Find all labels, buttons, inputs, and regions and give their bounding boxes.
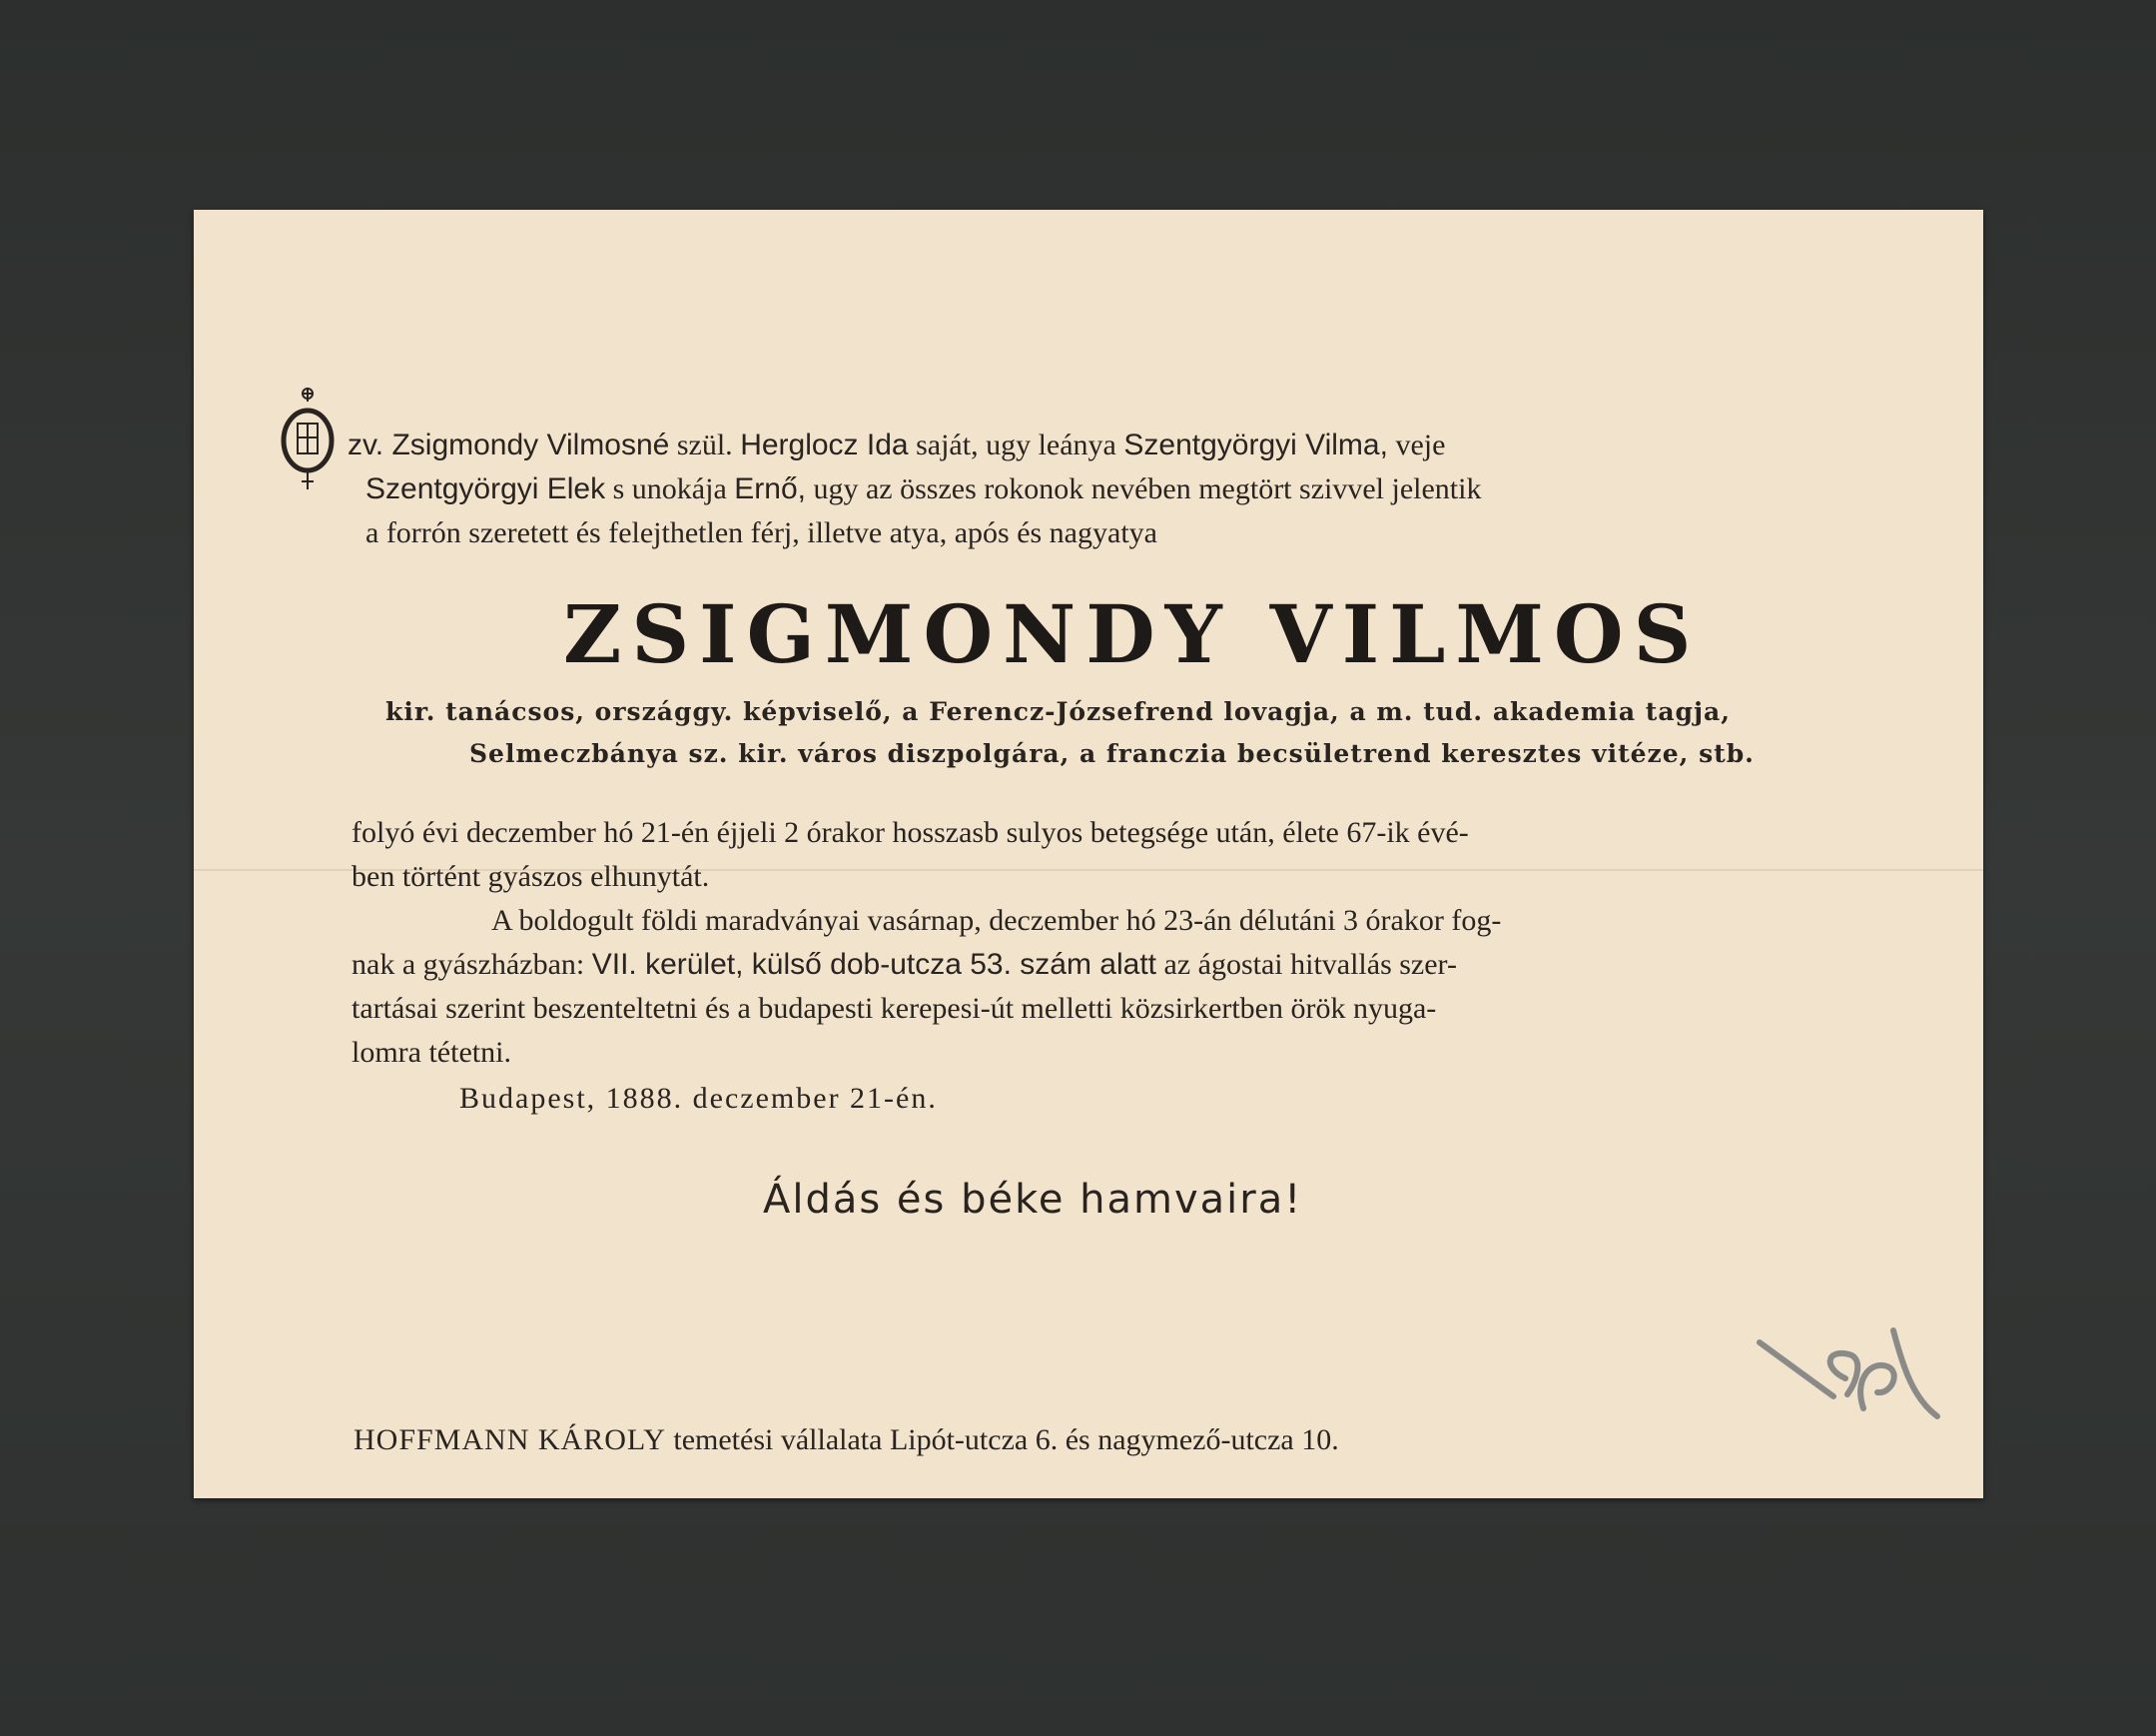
titles-line-1: kir. tanácsos, országgy. képviselő, a Ferencz-Józsefrend lovagja, a m. tud. akademia tagja,: [385, 697, 1731, 726]
intro-line-1: zv. Zsigmondy Vilmosné szül. Herglocz Ida saját, ugy leánya Szentgyörgyi Vilma, veje: [348, 429, 1446, 461]
body-p2-line-4: lomra tétetni.: [352, 1036, 511, 1069]
deceased-name: ZSIGMONDY VILMOS: [563, 587, 1702, 681]
body-p2-line-3: tartásai szerint beszenteltetni és a budapesti kerepesi-út melletti közsirkertben örök nyuga-: [352, 992, 1437, 1025]
body-p2-line-1: A boldogult földi maradványai vasárnap, deczember hó 23-án délutáni 3 órakor fog-: [491, 904, 1502, 937]
body-p2-line-2: nak a gyászházban: VII. kerület, külső dob-utcza 53. szám alatt az ágostai hitvallás szer-: [352, 948, 1457, 981]
body-p1-line-2: ben történt gyászos elhunytát.: [352, 860, 710, 893]
footer-imprint: HOFFMANN KÁROLY temetési vállalata Lipót-utcza 6. és nagymező-utcza 10.: [354, 1423, 1339, 1456]
date-line: Budapest, 1888. deczember 21-én.: [459, 1082, 938, 1115]
handwritten-number: [1754, 1308, 1953, 1438]
intro-line-3: a forrón szeretett és felejthetlen férj, illetve atya, após és nagyatya: [365, 516, 1157, 549]
blessing: Áldás és béke hamvaira!: [763, 1177, 1303, 1223]
ornamental-initial-icon: [278, 386, 338, 495]
death-notice-card: [194, 210, 1983, 1498]
body-p1-line-1: folyó évi deczember hó 21-én éjjeli 2 órakor hosszasb sulyos betegsége után, élete 67-ik évé-: [352, 816, 1469, 849]
titles-line-2: Selmeczbánya sz. kir. város diszpolgára, a franczia becsületrend keresztes vitéze, stb.: [469, 739, 1755, 768]
intro-line-2: Szentgyörgyi Elek s unokája Ernő, ugy az összes rokonok nevében megtört szivvel jelentik: [365, 472, 1482, 505]
